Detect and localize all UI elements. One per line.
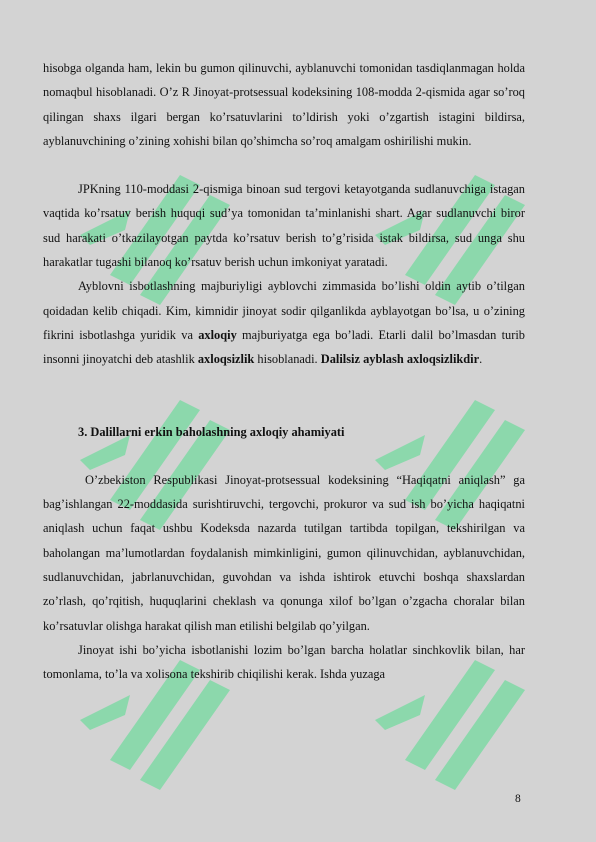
paragraph-3-text-e: . xyxy=(479,352,483,367)
paragraph-3-text-a: Ayblovni isbotlashning majburiyligi ayblovchi zimmasida bo’lishi oldin aytib o’tilgan qoidadan kelib chiqadi. Kim, kimnidir jinoyat sodir qilganlikda ayblayotgan bo’lsa, u o’zining fikrini isbotlashga yuridik va xyxy=(43,279,525,342)
bold-term-axloqiy: axloqiy xyxy=(198,327,237,342)
paragraph-3-text-c: majburiyatga ega bo’ladi. Etarli dalil bo’lmasdan turib insonni jinoyatchi deb atashlik xyxy=(43,327,525,367)
page-number: 8 xyxy=(515,793,521,805)
paragraph-4: O’zbekiston Respublikasi Jinoyat-protsessual kodeksining “Haqiqatni aniqlash” ga bag’ishlangan 22-moddasida surishtiruvchi, tergovchi, prokuror va sud ish bo’yicha haqiqatni aniqlash uchun faqat ushbu Kodeksda nazarda tutilgan tartibda topilgan, tekshirilgan va baholangan ma’lumotlardan foydalanish mimkinligini, gumon qilinuvchidan, ayblanuvchidan, sudlanuvchidan, jabrlanuvchidan, guvohdan va ishda ishtirok etuvchi boshqa shaxslardan zo’rlash, qo’rqitish, huquqlarini cheklash va qonunga xilof bo’lgan o’zgacha choralar bilan ko’rsatuvlar olishga harakat qilish man etilishi belgilab qo’yilgan. xyxy=(43,472,525,633)
bold-sentence: Dalilsiz ayblash axloqsizlikdir xyxy=(320,352,480,367)
section-heading: 3. Dalillarni erkin baholashning axloqiy ahamiyati xyxy=(78,424,345,439)
body-text xyxy=(43,56,525,687)
paragraph-5: Jinoyat ishi bo’yicha isbotlanishi lozim bo’lgan barcha holatlar sinchkovlik bilan, har tomonlama, to’la va xolisona tekshirib chiqilishi kerak. Ishda yuzaga xyxy=(43,642,525,682)
paragraph-2: JPKning 110-moddasi 2-qismiga binoan sud tergovi ketayotganda sudlanuvchiga istagan vaqtida ko’rsatuv berish huquqi sud’ya tomonidan ta’minlanishi shart. Agar sudlanuvchi biror sud harakati o’tkazilayotgan paytda ko’rsatuv berish to’g’risida istak bildirsa, sud unga shu harakatlar tugashi bilanoq ko’rsatuv berish uchun imkoniyat yaratadi. xyxy=(43,182,525,270)
bold-term-axloqsizlik: axloqsizlik xyxy=(197,352,255,367)
paragraph-1: hisobga olganda ham, lekin bu gumon qilinuvchi, ayblanuvchi tomonidan tasdiqlanmagan holda nomaqbul hisoblanadi. O’z R Jinoyat-protsessual kodeksining 108-modda 2-qismida agar so’roq qilingan shaxs ilgari bergan ko’rsatuvlarini to’ldirish yoki o’zgartish istagini bildirsa, ayblanuvchining o’zining xohishi bilan qo’shimcha so’roq amalgam oshirilishi mukin. xyxy=(43,61,525,148)
paragraph-3-text-d: hisoblanadi. xyxy=(254,352,321,367)
paragraph-3 xyxy=(43,274,525,371)
